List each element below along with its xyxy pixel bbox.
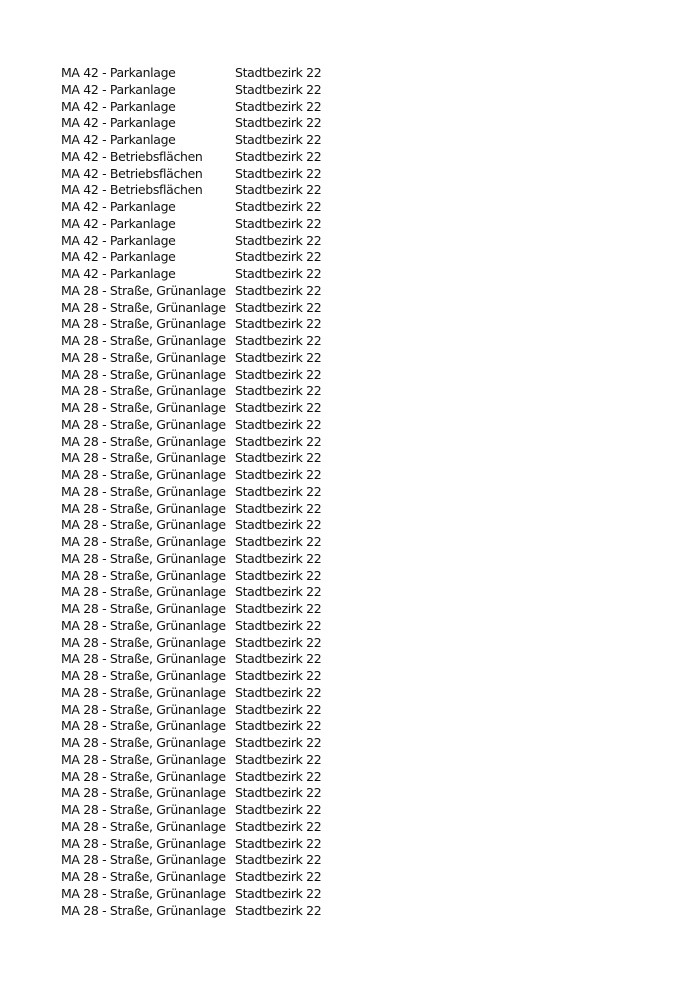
table-row <box>61 718 361 735</box>
table-row <box>61 668 361 685</box>
department-cell: MA 28 - Straße, Grünanlage <box>61 567 226 583</box>
table-row <box>61 316 361 333</box>
table-row <box>61 233 361 250</box>
table-row <box>61 417 361 434</box>
table-row <box>61 534 361 551</box>
department-cell: MA 42 - Parkanlage <box>61 132 176 147</box>
department-cell: MA 28 - Straße, Grünanlage <box>61 768 226 784</box>
district-cell: Stadtbezirk 22 <box>235 902 322 918</box>
department-cell: MA 42 - Parkanlage <box>61 266 176 281</box>
department-cell: MA 28 - Straße, Grünanlage <box>61 902 226 918</box>
district-cell: Stadtbezirk 22 <box>235 584 322 600</box>
document-table <box>61 65 361 919</box>
district-cell: Stadtbezirk 22 <box>235 567 322 583</box>
table-row <box>61 132 361 149</box>
district-cell: Stadtbezirk 22 <box>235 215 322 231</box>
district-cell: Stadtbezirk 22 <box>235 751 322 767</box>
department-cell: MA 28 - Straße, Grünanlage <box>61 383 226 399</box>
district-cell: Stadtbezirk 22 <box>235 483 322 499</box>
department-cell: MA 28 - Straße, Grünanlage <box>61 366 226 382</box>
department-cell: MA 42 - Parkanlage <box>61 249 176 265</box>
department-cell: MA 28 - Straße, Grünanlage <box>61 550 226 566</box>
table-row <box>61 702 361 719</box>
table-row <box>61 568 361 585</box>
table-row <box>61 618 361 635</box>
district-cell: Stadtbezirk 22 <box>235 701 322 717</box>
district-cell: Stadtbezirk 22 <box>235 768 322 784</box>
department-cell: MA 28 - Straße, Grünanlage <box>61 500 226 516</box>
district-cell: Stadtbezirk 22 <box>235 450 322 466</box>
district-cell: Stadtbezirk 22 <box>235 517 322 533</box>
district-cell: Stadtbezirk 22 <box>235 132 322 147</box>
district-cell: Stadtbezirk 22 <box>235 534 322 549</box>
department-cell: MA 42 - Parkanlage <box>61 115 176 131</box>
district-cell: Stadtbezirk 22 <box>235 601 322 616</box>
district-cell: Stadtbezirk 22 <box>235 818 322 834</box>
department-cell: MA 42 - Parkanlage <box>61 199 176 214</box>
district-cell: Stadtbezirk 22 <box>235 634 322 650</box>
department-cell: MA 42 - Betriebsflächen <box>61 148 203 164</box>
table-row <box>61 249 361 266</box>
department-cell: MA 28 - Straße, Grünanlage <box>61 885 226 901</box>
table-row <box>61 149 361 166</box>
table-row <box>61 735 361 752</box>
department-cell: MA 28 - Straße, Grünanlage <box>61 282 226 298</box>
district-cell: Stadtbezirk 22 <box>235 433 322 449</box>
department-cell: MA 42 - Betriebsflächen <box>61 182 203 198</box>
district-cell: Stadtbezirk 22 <box>235 115 322 131</box>
department-cell: MA 28 - Straße, Grünanlage <box>61 534 226 549</box>
table-row <box>61 785 361 802</box>
table-row <box>61 300 361 317</box>
table-row <box>61 517 361 534</box>
district-cell: Stadtbezirk 22 <box>235 835 322 851</box>
table-row <box>61 367 361 384</box>
district-cell: Stadtbezirk 22 <box>235 416 322 432</box>
district-cell: Stadtbezirk 22 <box>235 65 322 80</box>
district-cell: Stadtbezirk 22 <box>235 651 322 667</box>
table-row <box>61 182 361 199</box>
district-cell: Stadtbezirk 22 <box>235 333 322 348</box>
table-row <box>61 651 361 668</box>
table-row <box>61 450 361 467</box>
table-row <box>61 501 361 518</box>
table-row <box>61 350 361 367</box>
table-row <box>61 819 361 836</box>
department-cell: MA 28 - Straße, Grünanlage <box>61 802 226 817</box>
district-cell: Stadtbezirk 22 <box>235 249 322 265</box>
table-row <box>61 400 361 417</box>
table-row <box>61 199 361 216</box>
table-row <box>61 333 361 350</box>
department-cell: MA 42 - Parkanlage <box>61 65 176 80</box>
table-row <box>61 903 361 920</box>
district-cell: Stadtbezirk 22 <box>235 668 322 683</box>
table-row <box>61 484 361 501</box>
district-cell: Stadtbezirk 22 <box>235 199 322 214</box>
department-cell: MA 28 - Straße, Grünanlage <box>61 735 226 750</box>
table-row <box>61 802 361 819</box>
district-cell: Stadtbezirk 22 <box>235 266 322 281</box>
department-cell: MA 28 - Straße, Grünanlage <box>61 467 226 482</box>
district-cell: Stadtbezirk 22 <box>235 148 322 164</box>
district-cell: Stadtbezirk 22 <box>235 400 322 415</box>
district-cell: Stadtbezirk 22 <box>235 316 322 332</box>
department-cell: MA 28 - Straße, Grünanlage <box>61 668 226 683</box>
district-cell: Stadtbezirk 22 <box>235 500 322 516</box>
table-row <box>61 434 361 451</box>
district-cell: Stadtbezirk 22 <box>235 735 322 750</box>
district-cell: Stadtbezirk 22 <box>235 718 322 734</box>
department-cell: MA 28 - Straße, Grünanlage <box>61 483 226 499</box>
district-cell: Stadtbezirk 22 <box>235 852 322 868</box>
department-cell: MA 28 - Straße, Grünanlage <box>61 634 226 650</box>
district-cell: Stadtbezirk 22 <box>235 165 322 181</box>
table-row <box>61 601 361 618</box>
department-cell: MA 28 - Straße, Grünanlage <box>61 684 226 700</box>
department-cell: MA 28 - Straße, Grünanlage <box>61 751 226 767</box>
table-row <box>61 769 361 786</box>
department-cell: MA 28 - Straße, Grünanlage <box>61 785 226 801</box>
district-cell: Stadtbezirk 22 <box>235 885 322 901</box>
table-row <box>61 166 361 183</box>
department-cell: MA 28 - Straße, Grünanlage <box>61 852 226 868</box>
department-cell: MA 28 - Straße, Grünanlage <box>61 450 226 466</box>
department-cell: MA 28 - Straße, Grünanlage <box>61 299 226 315</box>
district-cell: Stadtbezirk 22 <box>235 349 322 365</box>
table-row <box>61 635 361 652</box>
table-row <box>61 383 361 400</box>
district-cell: Stadtbezirk 22 <box>235 550 322 566</box>
table-row <box>61 283 361 300</box>
table-row <box>61 467 361 484</box>
table-row <box>61 584 361 601</box>
district-cell: Stadtbezirk 22 <box>235 81 322 97</box>
table-row <box>61 886 361 903</box>
department-cell: MA 28 - Straße, Grünanlage <box>61 316 226 332</box>
department-cell: MA 28 - Straße, Grünanlage <box>61 651 226 667</box>
department-cell: MA 28 - Straße, Grünanlage <box>61 869 226 884</box>
department-cell: MA 28 - Straße, Grünanlage <box>61 818 226 834</box>
department-cell: MA 28 - Straße, Grünanlage <box>61 835 226 851</box>
department-cell: MA 28 - Straße, Grünanlage <box>61 701 226 717</box>
district-cell: Stadtbezirk 22 <box>235 802 322 817</box>
district-cell: Stadtbezirk 22 <box>235 467 322 482</box>
department-cell: MA 28 - Straße, Grünanlage <box>61 584 226 600</box>
district-cell: Stadtbezirk 22 <box>235 232 322 248</box>
department-cell: MA 28 - Straße, Grünanlage <box>61 333 226 348</box>
district-cell: Stadtbezirk 22 <box>235 785 322 801</box>
table-row <box>61 99 361 116</box>
department-cell: MA 42 - Parkanlage <box>61 81 176 97</box>
table-row <box>61 82 361 99</box>
department-cell: MA 42 - Parkanlage <box>61 98 176 114</box>
district-cell: Stadtbezirk 22 <box>235 299 322 315</box>
department-cell: MA 28 - Straße, Grünanlage <box>61 400 226 415</box>
department-cell: MA 28 - Straße, Grünanlage <box>61 416 226 432</box>
department-cell: MA 42 - Parkanlage <box>61 215 176 231</box>
department-cell: MA 28 - Straße, Grünanlage <box>61 349 226 365</box>
table-row <box>61 266 361 283</box>
district-cell: Stadtbezirk 22 <box>235 617 322 633</box>
district-cell: Stadtbezirk 22 <box>235 282 322 298</box>
department-cell: MA 28 - Straße, Grünanlage <box>61 718 226 734</box>
table-row <box>61 869 361 886</box>
table-row <box>61 216 361 233</box>
department-cell: MA 28 - Straße, Grünanlage <box>61 433 226 449</box>
department-cell: MA 28 - Straße, Grünanlage <box>61 617 226 633</box>
department-cell: MA 42 - Parkanlage <box>61 232 176 248</box>
table-row <box>61 852 361 869</box>
district-cell: Stadtbezirk 22 <box>235 684 322 700</box>
table-row <box>61 836 361 853</box>
district-cell: Stadtbezirk 22 <box>235 366 322 382</box>
table-row <box>61 551 361 568</box>
table-row <box>61 752 361 769</box>
department-cell: MA 28 - Straße, Grünanlage <box>61 517 226 533</box>
district-cell: Stadtbezirk 22 <box>235 182 322 198</box>
table-row <box>61 685 361 702</box>
district-cell: Stadtbezirk 22 <box>235 869 322 884</box>
district-cell: Stadtbezirk 22 <box>235 98 322 114</box>
table-row <box>61 115 361 132</box>
department-cell: MA 28 - Straße, Grünanlage <box>61 601 226 616</box>
district-cell: Stadtbezirk 22 <box>235 383 322 399</box>
department-cell: MA 42 - Betriebsflächen <box>61 165 203 181</box>
table-row <box>61 65 361 82</box>
